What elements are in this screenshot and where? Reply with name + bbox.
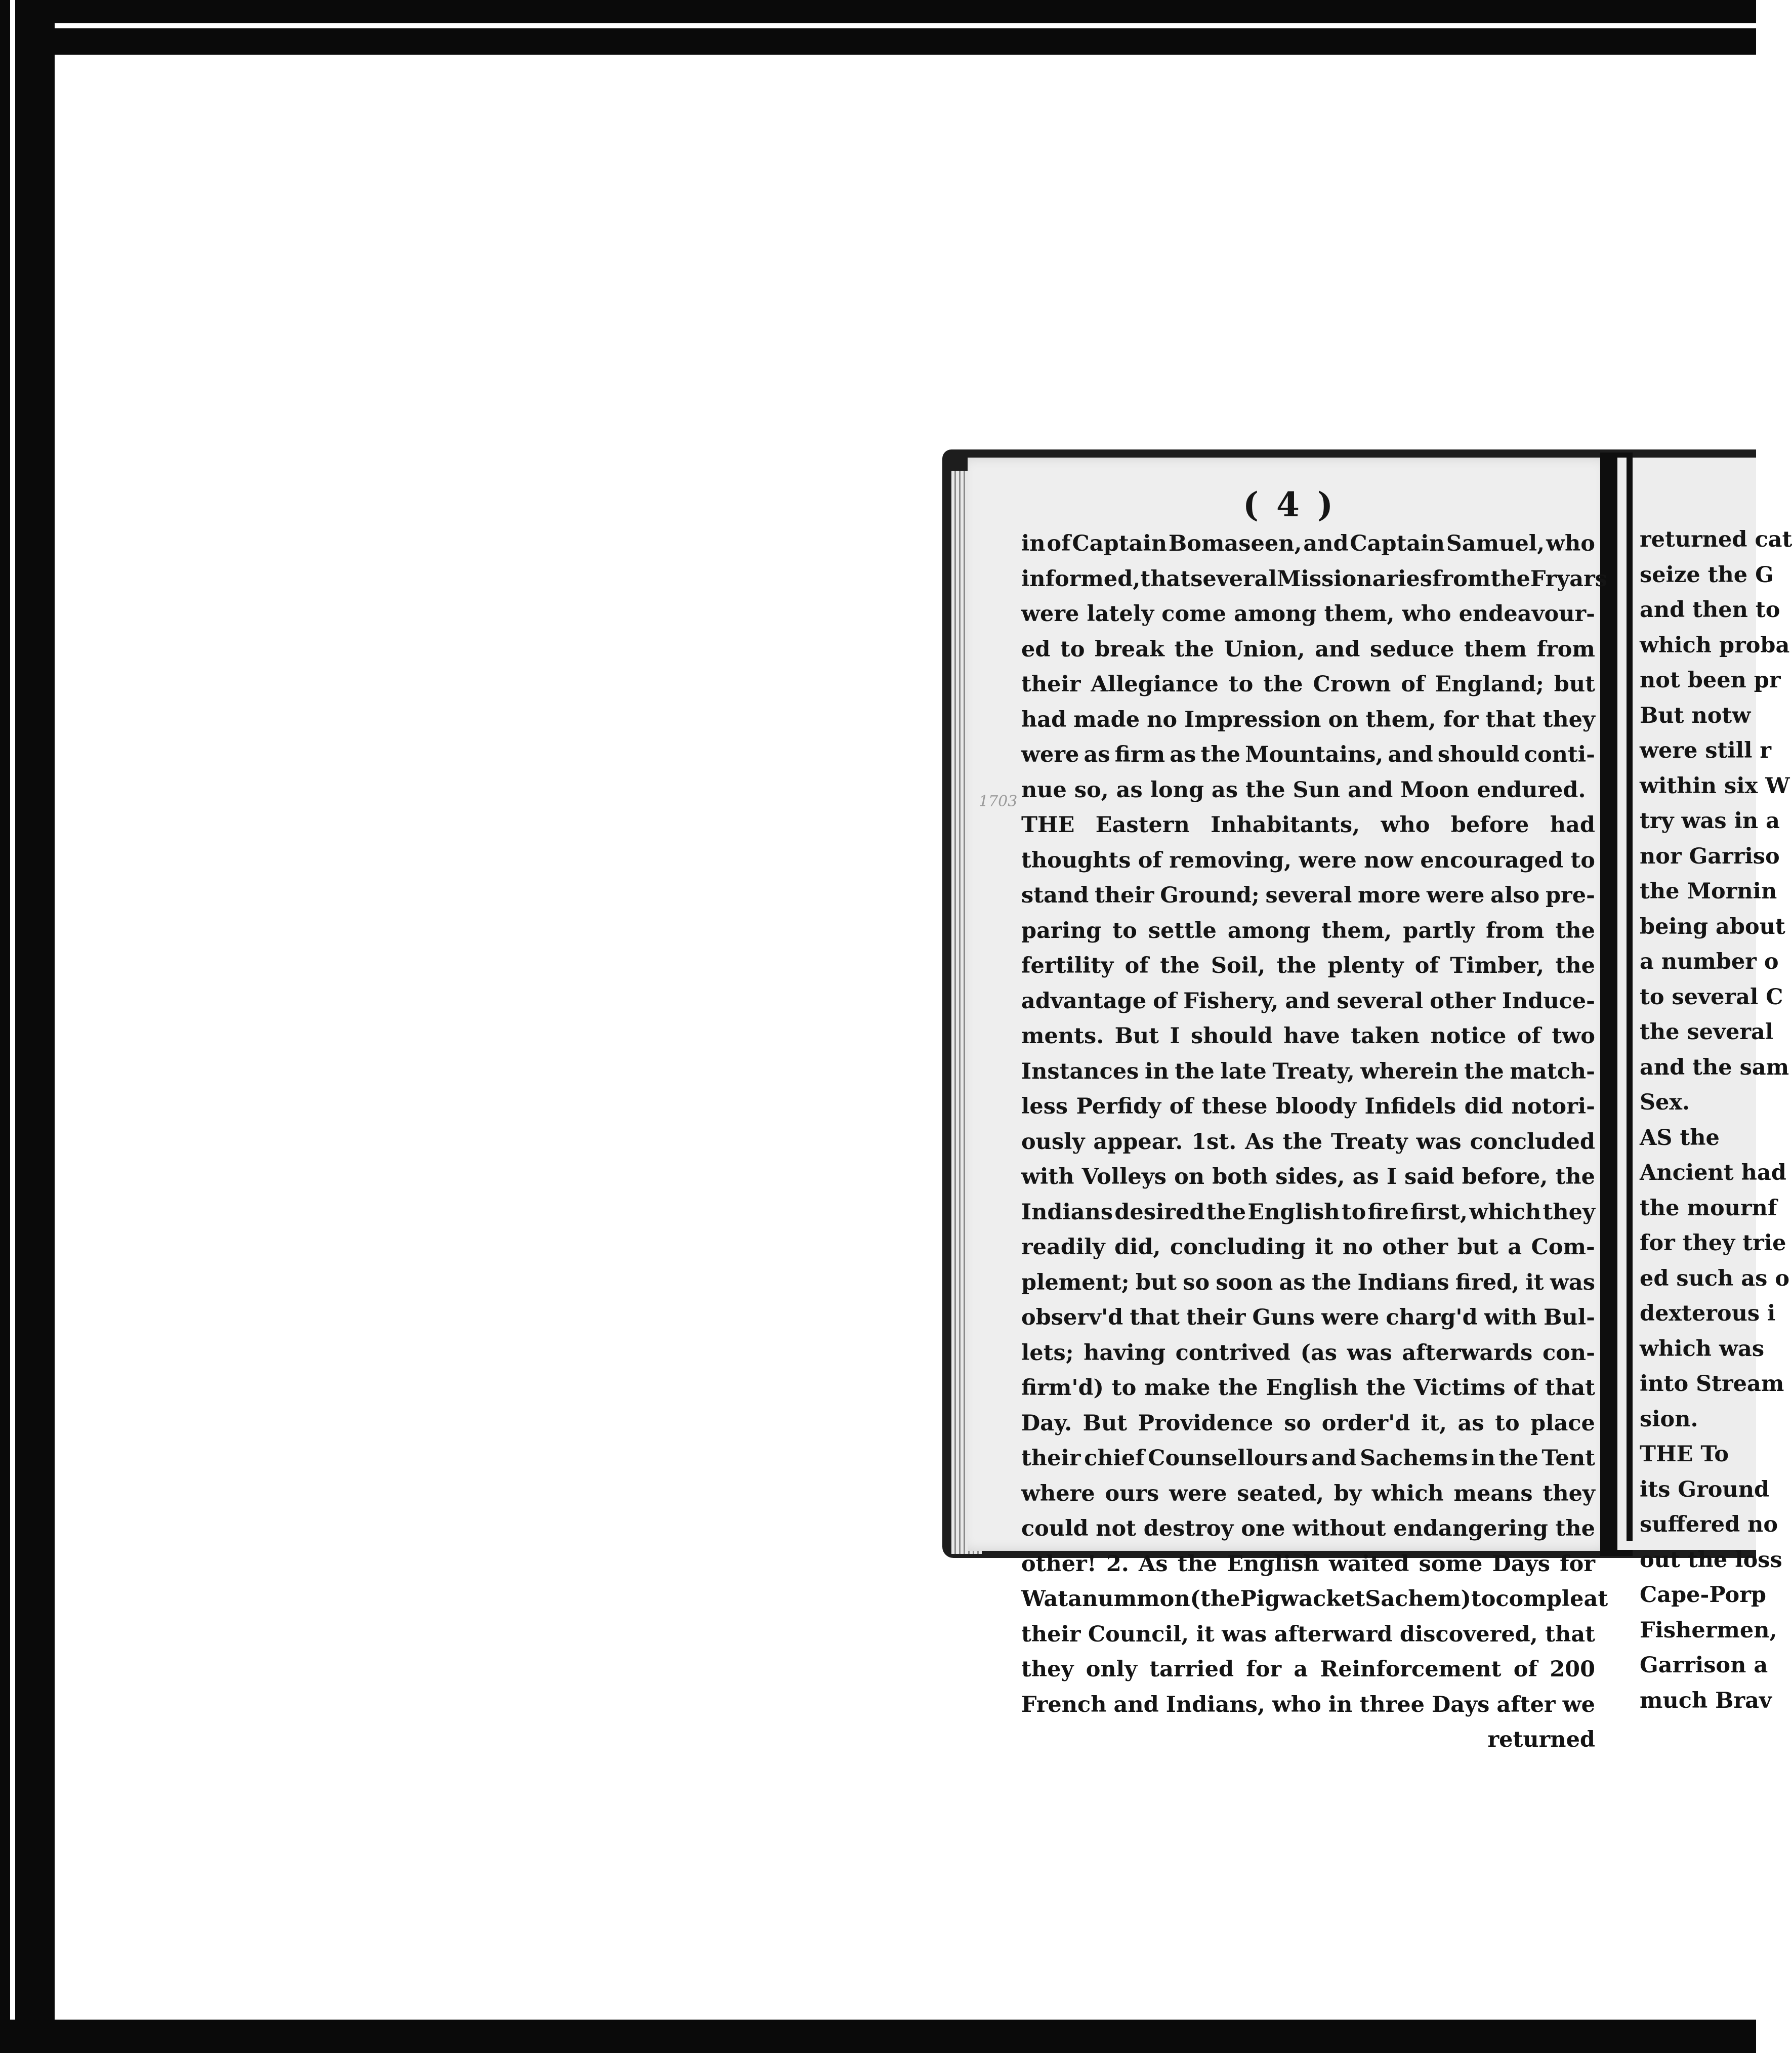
- text-line: were lately come among them, who endeavour-: [1021, 601, 1595, 627]
- text-line: paring to settle among them, partly from the: [1021, 918, 1595, 943]
- text-line: plement; but so soon as the Indians fired, it was: [1021, 1269, 1595, 1295]
- text-line: ed such as o: [1640, 1265, 1790, 1291]
- text-line: suffered no: [1640, 1512, 1778, 1537]
- text-line: Indians desired the English to fire first, which they: [1021, 1199, 1595, 1225]
- text-line: stand their Ground; several more were also pre-: [1021, 883, 1595, 908]
- text-line: readily did, concluding it no other but a Com-: [1021, 1235, 1595, 1260]
- text-line: AS the: [1640, 1125, 1720, 1151]
- text-line: Fishermen,: [1640, 1617, 1777, 1643]
- text-line: firm'd) to make the English the Victims of that: [1021, 1375, 1595, 1401]
- text-line: within six W: [1640, 773, 1790, 799]
- text-line: informed, that several Missionaries from the Fryars: [1021, 566, 1607, 592]
- text-line: in of Captain Bomaseen, and Captain Samuel, who: [1021, 531, 1595, 556]
- microfilm-frame-bottom: [0, 2020, 1756, 2053]
- text-line: with Volleys on both sides, as I said before, the: [1021, 1164, 1595, 1189]
- microfilm-frame-left-gap: [10, 0, 15, 2053]
- text-line: seize the G: [1640, 562, 1774, 588]
- text-line: had made no Impression on them, for that they: [1021, 707, 1595, 732]
- text-line: Instances in the late Treaty, wherein the match-: [1021, 1058, 1595, 1084]
- text-line: French and Indians, who in three Days after we: [1021, 1692, 1595, 1717]
- text-line: THE To: [1640, 1442, 1729, 1467]
- text-line: the mournf: [1640, 1195, 1777, 1221]
- text-line: try was in a: [1640, 808, 1780, 834]
- text-line: not been pr: [1640, 668, 1781, 693]
- text-line: returned: [1487, 1727, 1595, 1752]
- text-line: THE Eastern Inhabitants, who before had: [1021, 812, 1595, 838]
- text-line: ed to break the Union, and seduce them from: [1021, 636, 1595, 662]
- text-line: lets; having contrived (as was afterwards con-: [1021, 1340, 1595, 1366]
- right-page-text: [1640, 522, 1792, 1718]
- text-line: fertility of the Soil, the plenty of Timber, the: [1021, 953, 1595, 978]
- text-line: Garrison a: [1640, 1653, 1768, 1678]
- text-line: out the loss: [1640, 1547, 1782, 1573]
- text-line: observ'd that their Guns were charg'd with Bul-: [1021, 1305, 1595, 1330]
- text-line: and the sam: [1640, 1054, 1789, 1080]
- text-line: But notw: [1640, 703, 1751, 728]
- text-line: Cape-Porp: [1640, 1582, 1766, 1608]
- text-line: into Stream: [1640, 1371, 1784, 1397]
- right-page-rule: [1627, 458, 1633, 1541]
- text-line: Sex.: [1640, 1090, 1690, 1115]
- text-line: Watanummon (the Pigwacket Sachem) to compleat: [1021, 1586, 1608, 1612]
- text-line: dexterous i: [1640, 1301, 1776, 1326]
- text-line: their Council, it was afterward discovered, that: [1021, 1621, 1595, 1647]
- text-line: other! 2. As the English waited some Days for: [1021, 1551, 1595, 1577]
- page-number: ( 4 ): [1242, 485, 1337, 524]
- text-line: thoughts of removing, were now encouraged to: [1021, 847, 1595, 873]
- text-line: their Allegiance to the Crown of England; but: [1021, 672, 1595, 697]
- text-line: for they trie: [1640, 1230, 1786, 1256]
- text-line: ously appear. 1st. As the Treaty was concluded: [1021, 1129, 1595, 1155]
- text-line: they only tarried for a Reinforcement of 200: [1021, 1657, 1595, 1682]
- text-line: the Mornin: [1640, 879, 1777, 904]
- text-line: its Ground: [1640, 1476, 1770, 1502]
- text-line: returned cat: [1640, 527, 1792, 552]
- text-line: which proba: [1640, 632, 1790, 658]
- text-line: sion.: [1640, 1406, 1698, 1432]
- text-line: were still r: [1640, 738, 1772, 763]
- text-line: being about: [1640, 914, 1785, 939]
- microfilm-frame-left: [0, 0, 55, 2053]
- text-line: nue so, as long as the Sun and Moon endured.: [1021, 777, 1586, 803]
- text-line: much Brav: [1640, 1688, 1772, 1713]
- text-line: were as firm as the Mountains, and should conti-: [1021, 742, 1595, 767]
- text-line: which was: [1640, 1336, 1765, 1362]
- text-line: advantage of Fishery, and several other Induce-: [1021, 988, 1595, 1014]
- microfilm-frame-top-gap: [0, 23, 1756, 28]
- text-line: where ours were seated, by which means they: [1021, 1481, 1595, 1506]
- text-line: their chief Counsellours and Sachems in the Tent: [1021, 1446, 1595, 1471]
- text-line: and then to: [1640, 597, 1780, 623]
- left-page-text: [1021, 526, 1608, 1758]
- text-line: to several C: [1640, 984, 1783, 1010]
- margin-note: 1703: [979, 793, 1018, 810]
- text-line: the several: [1640, 1019, 1774, 1045]
- text-line: nor Garriso: [1640, 843, 1780, 869]
- text-line: ments. But I should have taken notice of two: [1021, 1023, 1595, 1049]
- text-line: a number o: [1640, 949, 1779, 974]
- text-line: less Perfidy of these bloody Infidels did notori-: [1021, 1094, 1595, 1119]
- text-line: could not destroy one without endangering the: [1021, 1516, 1595, 1541]
- text-line: Day. But Providence so order'd it, as to place: [1021, 1410, 1595, 1436]
- text-line: Ancient had: [1640, 1160, 1786, 1185]
